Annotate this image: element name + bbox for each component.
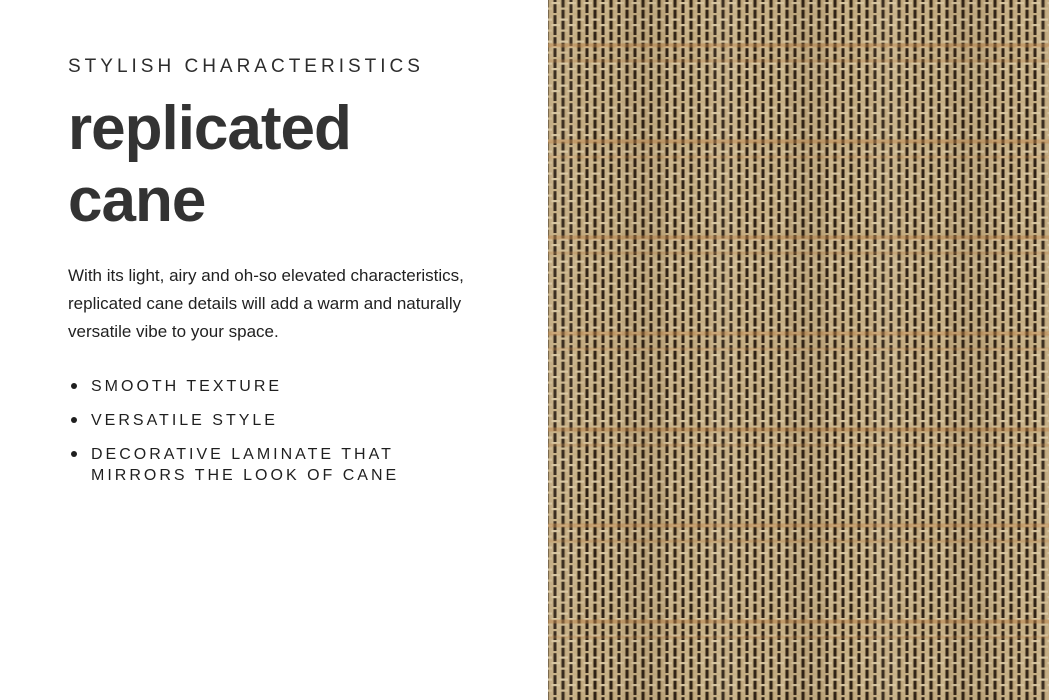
list-item — [68, 376, 413, 397]
feature-list — [68, 376, 413, 486]
list-item-label: VERSATILE STYLE — [91, 412, 278, 429]
list-item — [68, 444, 413, 486]
cane-texture-image — [548, 0, 1049, 700]
list-item-label: DECORATIVE LAMINATE THAT MIRRORS THE LOOK OF CANE — [91, 446, 400, 484]
description-paragraph: With its light, airy and oh-so elevated characteristics, replicated cane details will add a warm and naturally versatile vibe to your space. — [68, 266, 464, 341]
list-item-label: SMOOTH TEXTURE — [91, 378, 283, 395]
section-eyebrow: STYLISH CHARACTERISTICS — [68, 56, 424, 77]
cane-weave-svg — [548, 0, 1049, 700]
bullet-dot-icon — [71, 417, 77, 423]
page-title: replicated cane — [68, 94, 351, 235]
bullet-dot-icon — [71, 383, 77, 389]
list-item — [68, 410, 413, 431]
bullet-dot-icon — [71, 451, 77, 457]
